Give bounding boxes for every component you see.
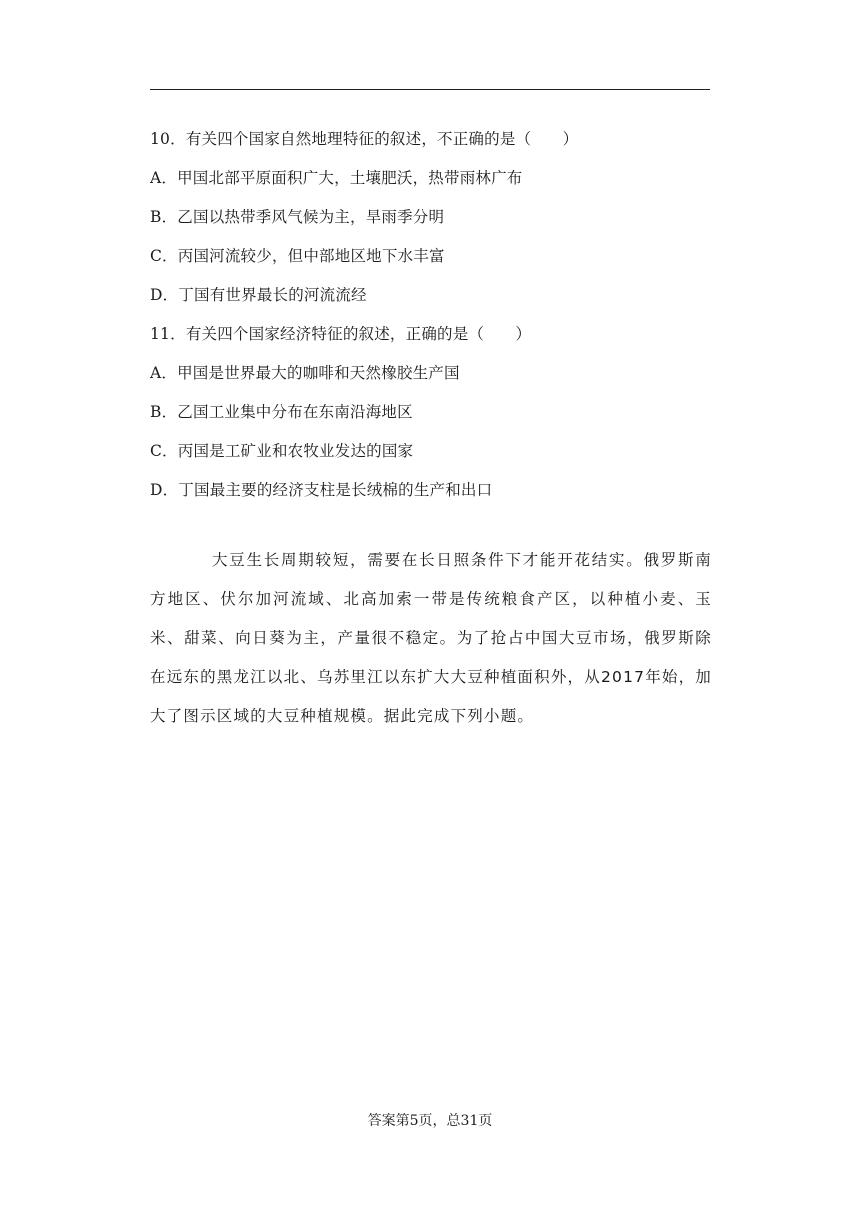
question-10-stem: 10．有关四个国家自然地理特征的叙述，不正确的是（ ） [150, 130, 579, 148]
page-footer: 答案第5页，总31页 [367, 1113, 493, 1129]
question-11-option-a: A．甲国是世界最大的咖啡和天然橡胶生产国 [150, 364, 460, 382]
header-rule [150, 89, 710, 90]
question-11-option-c: C．丙国是工矿业和农牧业发达的国家 [150, 442, 414, 460]
passage-text: 大豆生长周期较短，需要在长日照条件下才能开花结实。俄罗斯南方地区、伏尔加河流域、北高加索一带是传统粮食产区，以种植小麦、玉米、甜菜、向日葵为主，产量很不稳定。为了抢占中国大豆市场，俄罗斯除在远东的黑龙江以北、乌苏里江以东扩大大豆种植面积外，从2017年始，加大了图示区域的大豆种植规模。据此完成下列小题。 [150, 551, 712, 725]
question-10-option-d: D．丁国有世界最长的河流流经 [150, 286, 367, 304]
reading-passage [150, 541, 712, 736]
question-11-option-d: D．丁国最主要的经济支柱是长绒棉的生产和出口 [150, 481, 493, 499]
question-10-option-c: C．丙国河流较少，但中部地区地下水丰富 [150, 247, 445, 265]
question-10-option-b: B．乙国以热带季风气候为主，旱雨季分明 [150, 208, 445, 226]
question-10-option-a: A．甲国北部平原面积广大，土壤肥沃，热带雨林广布 [150, 169, 523, 187]
question-11-option-b: B．乙国工业集中分布在东南沿海地区 [150, 403, 413, 421]
question-11-stem: 11．有关四个国家经济特征的叙述，正确的是（ ） [150, 325, 532, 343]
